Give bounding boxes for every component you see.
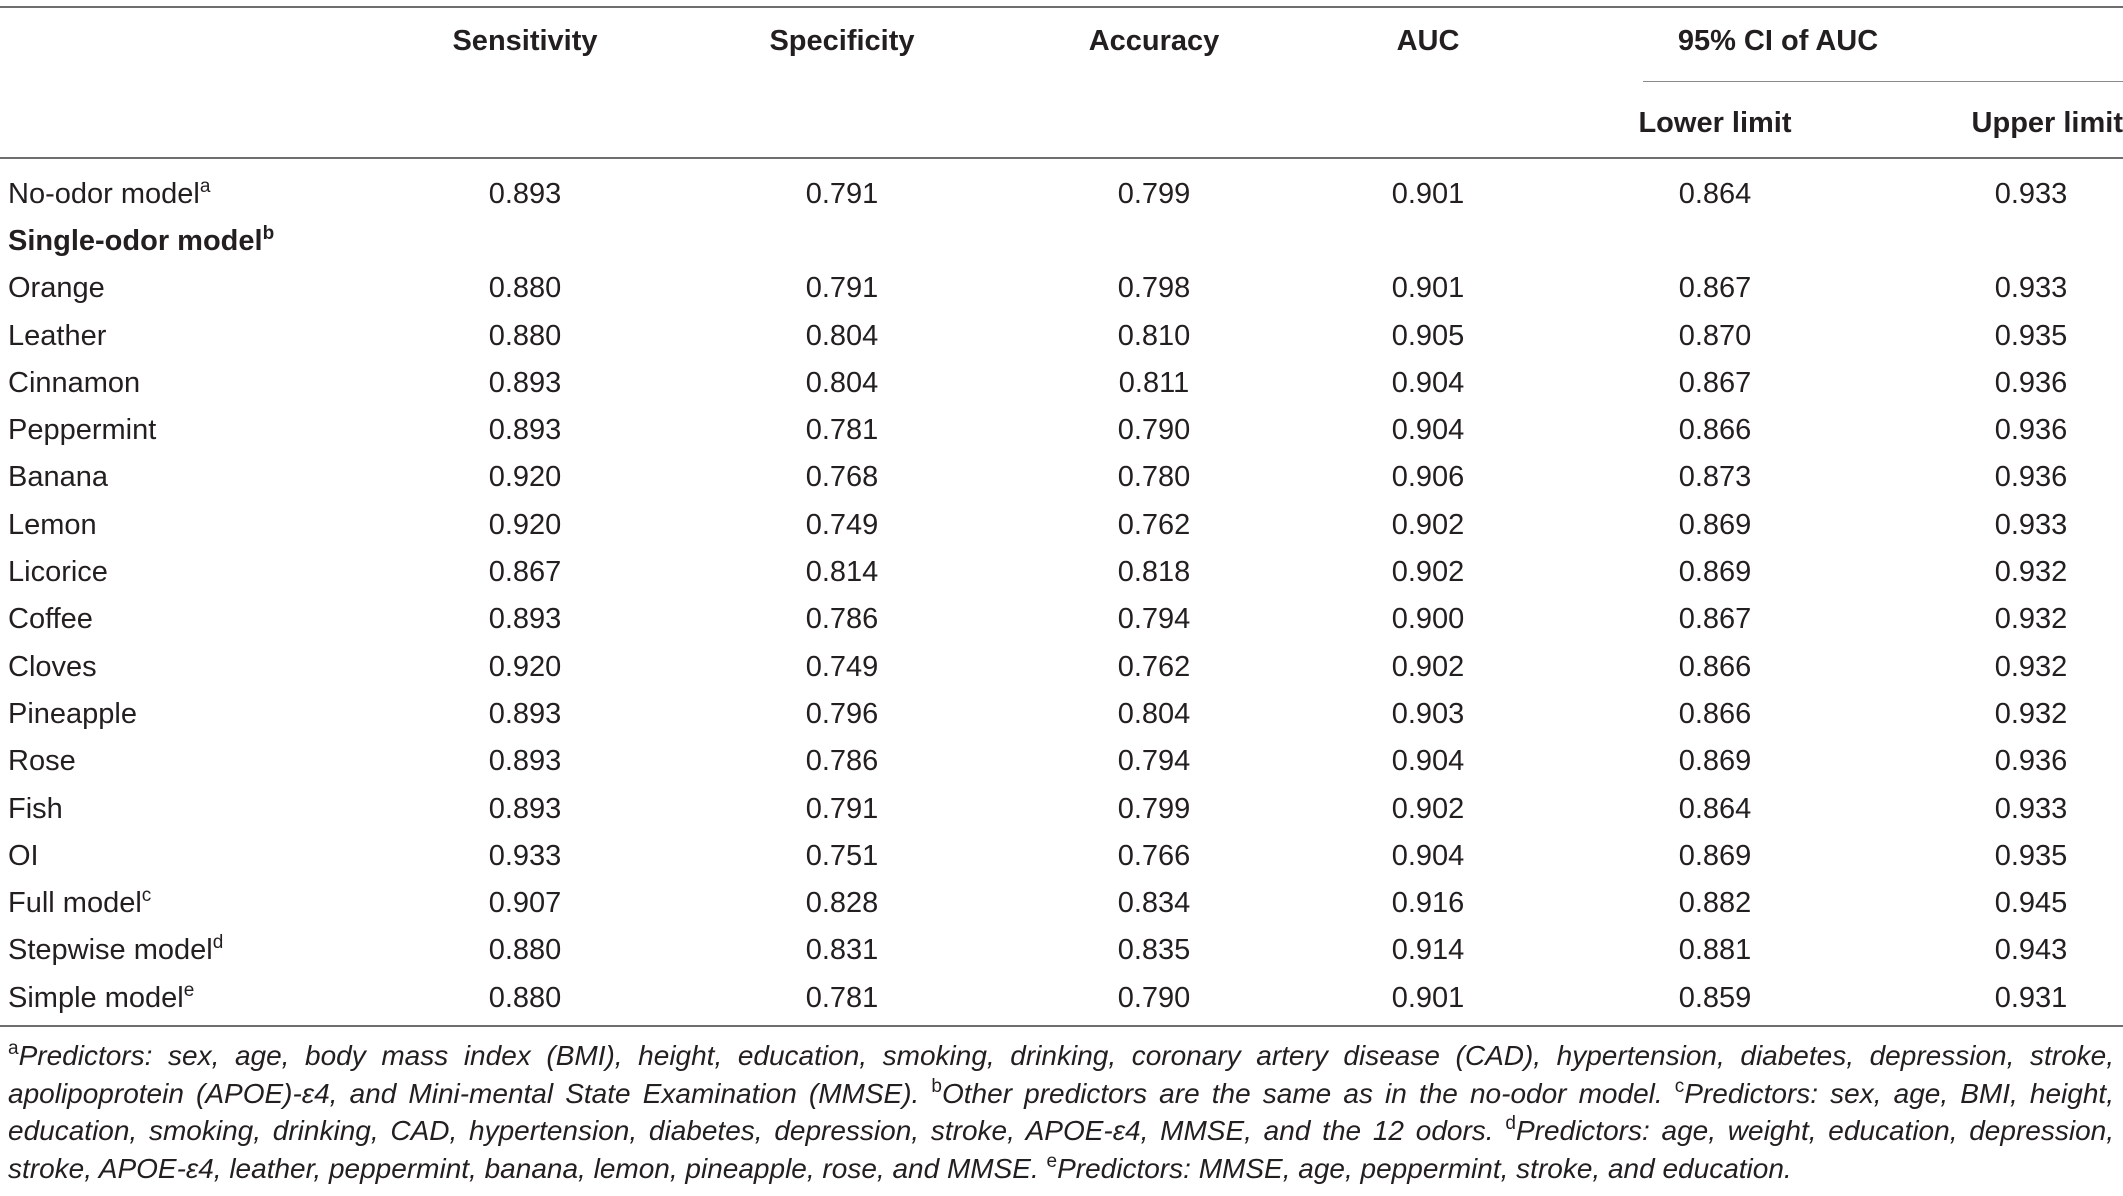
spacer-cell (1528, 785, 1615, 832)
table-cell: 0.831 (805, 934, 879, 967)
row-label (0, 927, 425, 974)
spacer-cell (1815, 974, 1939, 1021)
spacer-cell (1815, 454, 1939, 501)
table-cell: 0.869 (1678, 745, 1752, 778)
table-cell: 0.920 (488, 461, 562, 494)
table-cell (1939, 217, 2123, 264)
spacer-cell (1528, 596, 1615, 643)
table-cell: 0.893 (488, 366, 562, 399)
table-row (0, 927, 2123, 974)
col-header-ci-group: 95% CI of AUC (1677, 25, 1879, 57)
col-header-specificity: Specificity (769, 25, 915, 57)
spacer-cell (1528, 974, 1615, 1021)
row-label-text: Cloves (8, 650, 97, 683)
table-cell: 0.869 (1678, 839, 1752, 872)
table-cell: 0.920 (488, 508, 562, 541)
spacer-cell (625, 643, 742, 690)
table-cell: 0.920 (488, 650, 562, 683)
table-cell: 0.936 (1994, 461, 2068, 494)
row-label-text: OI (8, 839, 39, 872)
table-cell: 0.869 (1678, 508, 1752, 541)
spacer-cell (1254, 879, 1328, 926)
spacer-cell (625, 974, 742, 1021)
spacer-cell (1528, 501, 1615, 548)
spacer-cell (1254, 690, 1328, 737)
table-cell: 0.866 (1678, 414, 1752, 447)
footnote-mark: b (931, 1075, 942, 1097)
table-cell: 0.867 (488, 556, 562, 589)
table-cell: 0.781 (805, 414, 879, 447)
table-cell: 0.866 (1678, 697, 1752, 730)
table-cell: 0.786 (805, 745, 879, 778)
table-cell: 0.932 (1994, 650, 2068, 683)
spacer-cell (1528, 738, 1615, 785)
table-row (0, 170, 2123, 217)
table-cell: 0.901 (1391, 272, 1465, 305)
spacer-cell (625, 690, 742, 737)
table-cell: 0.900 (1391, 603, 1465, 636)
spacer-cell (1528, 312, 1615, 359)
table-cell: 0.935 (1994, 319, 2068, 352)
spacer-cell (625, 596, 742, 643)
spacer-cell (1254, 312, 1328, 359)
row-label-text: Full model (8, 887, 142, 920)
row-label-text: Licorice (8, 556, 108, 589)
table-cell: 0.893 (488, 603, 562, 636)
spacer-cell (1815, 312, 1939, 359)
table-cell: 0.790 (1117, 414, 1191, 447)
table-cell: 0.762 (1117, 650, 1191, 683)
table-cell: 0.810 (1117, 319, 1191, 352)
row-label (0, 359, 425, 406)
table-cell: 0.880 (488, 272, 562, 305)
table-cell: 0.935 (1994, 839, 2068, 872)
spacer-cell (1815, 170, 1939, 217)
table-cell: 0.751 (805, 839, 879, 872)
table-cell: 0.901 (1391, 981, 1465, 1014)
table-cell (742, 217, 942, 264)
spacer-cell (942, 785, 1054, 832)
table-cell: 0.936 (1994, 414, 2068, 447)
spacer-cell (1528, 217, 1615, 264)
table-bottom-rule (0, 1025, 2123, 1027)
spacer-cell (942, 643, 1054, 690)
row-label (0, 643, 425, 690)
spacer-cell (1254, 974, 1328, 1021)
row-label-text: Orange (8, 272, 105, 305)
spacer-cell (1815, 548, 1939, 595)
table-cell (1328, 217, 1528, 264)
row-label-text: Peppermint (8, 414, 157, 447)
row-label-text: Single-odor model (8, 224, 263, 257)
table-cell: 0.828 (805, 887, 879, 920)
spacer-cell (942, 879, 1054, 926)
spacer-cell (1815, 643, 1939, 690)
footnote-mark: c (1674, 1075, 1685, 1097)
footnote-text: Predictors: sex, age, body mass index (BMI), height, education, smoking, drinking, coronary artery disease (CAD), hypertension, diabetes, depression, stroke, apolipoprotein (APOE)-ε4, and Mini-mental State Examination (MMSE). (8, 1040, 2114, 1109)
col-header-auc: AUC (1396, 25, 1460, 57)
spacer-cell (625, 312, 742, 359)
table-cell: 0.794 (1117, 745, 1191, 778)
spacer-cell (942, 596, 1054, 643)
table-cell: 0.749 (805, 508, 879, 541)
footnote-marker: a (199, 175, 211, 197)
table-cell: 0.893 (488, 697, 562, 730)
spacer-cell (1254, 927, 1328, 974)
table-cell: 0.943 (1994, 934, 2068, 967)
table-row (0, 974, 2123, 1021)
spacer-cell (1254, 643, 1328, 690)
table-cell: 0.881 (1678, 934, 1752, 967)
table-row (0, 359, 2123, 406)
spacer-cell (1254, 832, 1328, 879)
row-label (0, 501, 425, 548)
table-cell: 0.882 (1678, 887, 1752, 920)
footnote-marker: b (262, 222, 275, 244)
spacer-cell (942, 265, 1054, 312)
table-cell: 0.933 (1994, 177, 2068, 210)
table-cell: 0.893 (488, 177, 562, 210)
row-label-text: No-odor model (8, 177, 200, 210)
spacer-cell (625, 927, 742, 974)
table-row (0, 738, 2123, 785)
table-cell: 0.904 (1391, 839, 1465, 872)
spacer-cell (1254, 265, 1328, 312)
header-bottom-rule (0, 157, 2123, 159)
spacer-cell (1528, 454, 1615, 501)
table-row (0, 879, 2123, 926)
table-cell: 0.880 (488, 981, 562, 1014)
footnote-mark: e (1046, 1150, 1058, 1172)
spacer-cell (1254, 785, 1328, 832)
spacer-cell (625, 785, 742, 832)
spacer-cell (1528, 406, 1615, 453)
row-label-text: Coffee (8, 603, 93, 636)
spacer-cell (1528, 170, 1615, 217)
table-cell: 0.870 (1678, 319, 1752, 352)
spacer-cell (942, 974, 1054, 1021)
table-cell: 0.766 (1117, 839, 1191, 872)
table-row (0, 501, 2123, 548)
table-cell: 0.798 (1117, 272, 1191, 305)
table-cell: 0.945 (1994, 887, 2068, 920)
table-cell: 0.933 (1994, 272, 2068, 305)
table-cell: 0.902 (1391, 792, 1465, 825)
spacer-cell (1254, 501, 1328, 548)
spacer-cell (625, 548, 742, 595)
table-cell: 0.893 (488, 414, 562, 447)
table-cell: 0.903 (1391, 697, 1465, 730)
row-label (0, 690, 425, 737)
table-cell: 0.873 (1678, 461, 1752, 494)
table-cell: 0.893 (488, 792, 562, 825)
row-label (0, 217, 425, 264)
spacer-cell (942, 217, 1054, 264)
table-cell: 0.933 (1994, 792, 2068, 825)
spacer-cell (1815, 738, 1939, 785)
row-label (0, 785, 425, 832)
row-label (0, 832, 425, 879)
table-cell: 0.790 (1117, 981, 1191, 1014)
table-cell: 0.791 (805, 792, 879, 825)
table-cell: 0.859 (1678, 981, 1752, 1014)
row-label (0, 879, 425, 926)
row-label (0, 738, 425, 785)
table-cell: 0.811 (1118, 366, 1190, 399)
row-label-text: Cinnamon (8, 366, 141, 399)
top-rule (0, 6, 2123, 8)
row-label-text: Simple model (8, 981, 184, 1014)
table-cell: 0.933 (488, 839, 562, 872)
table-cell: 0.869 (1678, 556, 1752, 589)
spacer-cell (1815, 690, 1939, 737)
spacer-cell (1528, 548, 1615, 595)
footnote-text: Predictors: sex, age, BMI, height, education, smoking, drinking, CAD, hypertension, diabetes, depression, stroke, APOE-ε4, MMSE, and the 12 odors. (8, 1077, 2114, 1146)
table-cell: 0.804 (805, 319, 879, 352)
spacer-cell (1815, 217, 1939, 264)
table-cell: 0.867 (1678, 366, 1752, 399)
table-body (0, 170, 2123, 1021)
spacer-cell (1254, 217, 1328, 264)
spacer-cell (1815, 406, 1939, 453)
table-cell (1615, 217, 1815, 264)
spacer-cell (625, 738, 742, 785)
spacer-cell (1254, 454, 1328, 501)
table-cell: 0.904 (1391, 366, 1465, 399)
spacer-cell (1528, 832, 1615, 879)
table-cell: 0.902 (1391, 650, 1465, 683)
spacer-cell (625, 879, 742, 926)
row-label (0, 596, 425, 643)
footnote-text: Predictors: MMSE, age, peppermint, stroke, and education. (1057, 1152, 1792, 1184)
spacer-cell (1815, 596, 1939, 643)
spacer-cell (1528, 643, 1615, 690)
table-cell: 0.902 (1391, 556, 1465, 589)
table-cell: 0.866 (1678, 650, 1752, 683)
table-cell: 0.804 (805, 366, 879, 399)
spacer-cell (942, 359, 1054, 406)
row-label-text: Pineapple (8, 697, 137, 730)
col-header-upper-limit: Upper limit (1971, 107, 2123, 139)
table-cell: 0.804 (1117, 697, 1191, 730)
spacer-cell (942, 454, 1054, 501)
table-row (0, 454, 2123, 501)
table-cell: 0.835 (1117, 934, 1191, 967)
row-label-text: Rose (8, 745, 76, 778)
table-cell: 0.814 (805, 556, 879, 589)
spacer-cell (1815, 359, 1939, 406)
table-cell: 0.906 (1391, 461, 1465, 494)
table-row (0, 265, 2123, 312)
table-cell: 0.932 (1994, 556, 2068, 589)
spacer-cell (625, 501, 742, 548)
row-label (0, 548, 425, 595)
spacer-cell (625, 217, 742, 264)
table-cell: 0.794 (1117, 603, 1191, 636)
table-cell: 0.864 (1678, 177, 1752, 210)
table-cell: 0.907 (488, 887, 562, 920)
table-row (0, 643, 2123, 690)
ci-group-rule (1643, 81, 2123, 82)
spacer-cell (1254, 596, 1328, 643)
row-label (0, 974, 425, 1021)
row-label (0, 454, 425, 501)
table-cell: 0.749 (805, 650, 879, 683)
table-cell: 0.893 (488, 745, 562, 778)
spacer-cell (942, 406, 1054, 453)
table-cell: 0.799 (1117, 792, 1191, 825)
table-cell (1054, 217, 1254, 264)
table-cell: 0.902 (1391, 508, 1465, 541)
footnote-marker: c (141, 885, 152, 907)
table-cell: 0.781 (805, 981, 879, 1014)
table-cell: 0.936 (1994, 745, 2068, 778)
col-header-sensitivity: Sensitivity (452, 25, 598, 57)
table-cell: 0.914 (1391, 934, 1465, 967)
table-cell: 0.762 (1117, 508, 1191, 541)
table-cell: 0.867 (1678, 272, 1752, 305)
footnote-text: Other predictors are the same as in the no-odor model. (942, 1077, 1663, 1109)
table-cell: 0.916 (1391, 887, 1465, 920)
row-label-text: Banana (8, 461, 108, 494)
spacer-cell (942, 690, 1054, 737)
spacer-cell (625, 406, 742, 453)
table-cell: 0.936 (1994, 366, 2068, 399)
spacer-cell (942, 832, 1054, 879)
spacer-cell (1254, 170, 1328, 217)
spacer-cell (1815, 832, 1939, 879)
table-cell: 0.791 (805, 177, 879, 210)
spacer-cell (1815, 879, 1939, 926)
spacer-cell (1528, 265, 1615, 312)
results-table (0, 170, 2123, 1021)
table-row (0, 312, 2123, 359)
group-row (0, 217, 2123, 264)
table-cell (425, 217, 625, 264)
spacer-cell (942, 170, 1054, 217)
row-label (0, 312, 425, 359)
spacer-cell (625, 265, 742, 312)
table-cell: 0.901 (1391, 177, 1465, 210)
row-label-text: Stepwise model (8, 934, 213, 967)
spacer-cell (942, 548, 1054, 595)
spacer-cell (1815, 927, 1939, 974)
footnote-mark: d (1505, 1113, 1516, 1134)
table-cell: 0.791 (805, 272, 879, 305)
table-row (0, 406, 2123, 453)
spacer-cell (625, 359, 742, 406)
table-cell: 0.932 (1994, 603, 2068, 636)
spacer-cell (1815, 501, 1939, 548)
table-cell: 0.867 (1678, 603, 1752, 636)
table-row (0, 690, 2123, 737)
spacer-cell (625, 832, 742, 879)
table-cell: 0.932 (1994, 697, 2068, 730)
table-cell: 0.880 (488, 934, 562, 967)
row-label-text: Lemon (8, 508, 97, 541)
row-label-text: Leather (8, 319, 107, 352)
spacer-cell (1528, 359, 1615, 406)
table-cell: 0.880 (488, 319, 562, 352)
spacer-cell (1815, 785, 1939, 832)
table-cell: 0.799 (1117, 177, 1191, 210)
spacer-cell (1528, 927, 1615, 974)
table-cell: 0.786 (805, 603, 879, 636)
table-cell: 0.933 (1994, 508, 2068, 541)
table-cell: 0.818 (1117, 556, 1191, 589)
footnote-text: Predictors: age, weight, education, depression, stroke, APOE-ε4, leather, peppermint, banana, lemon, pineapple, rose, and MMSE. (8, 1115, 2114, 1184)
table-row (0, 785, 2123, 832)
row-label (0, 265, 425, 312)
footnotes (8, 1037, 2114, 1187)
table-cell: 0.905 (1391, 319, 1465, 352)
spacer-cell (1528, 879, 1615, 926)
table-cell: 0.904 (1391, 745, 1465, 778)
spacer-cell (1254, 406, 1328, 453)
table-cell: 0.904 (1391, 414, 1465, 447)
spacer-cell (942, 927, 1054, 974)
table-cell: 0.780 (1117, 461, 1191, 494)
table-cell: 0.768 (805, 461, 879, 494)
footnote-marker: d (212, 932, 224, 954)
table-row (0, 596, 2123, 643)
spacer-cell (1254, 738, 1328, 785)
col-header-accuracy: Accuracy (1088, 25, 1220, 57)
row-label (0, 170, 425, 217)
spacer-cell (942, 738, 1054, 785)
spacer-cell (1528, 690, 1615, 737)
spacer-cell (625, 170, 742, 217)
row-label-text: Fish (8, 792, 63, 825)
spacer-cell (942, 312, 1054, 359)
spacer-cell (625, 454, 742, 501)
table-row (0, 832, 2123, 879)
row-label (0, 406, 425, 453)
table-cell: 0.796 (805, 697, 879, 730)
table-row (0, 548, 2123, 595)
table-cell: 0.931 (1994, 981, 2068, 1014)
spacer-cell (1815, 265, 1939, 312)
table-cell: 0.864 (1678, 792, 1752, 825)
spacer-cell (942, 501, 1054, 548)
spacer-cell (1254, 548, 1328, 595)
spacer-cell (1254, 359, 1328, 406)
footnote-mark: a (8, 1038, 19, 1059)
table-cell: 0.834 (1117, 887, 1191, 920)
col-header-lower-limit: Lower limit (1638, 107, 1792, 139)
footnote-marker: e (183, 979, 195, 1001)
